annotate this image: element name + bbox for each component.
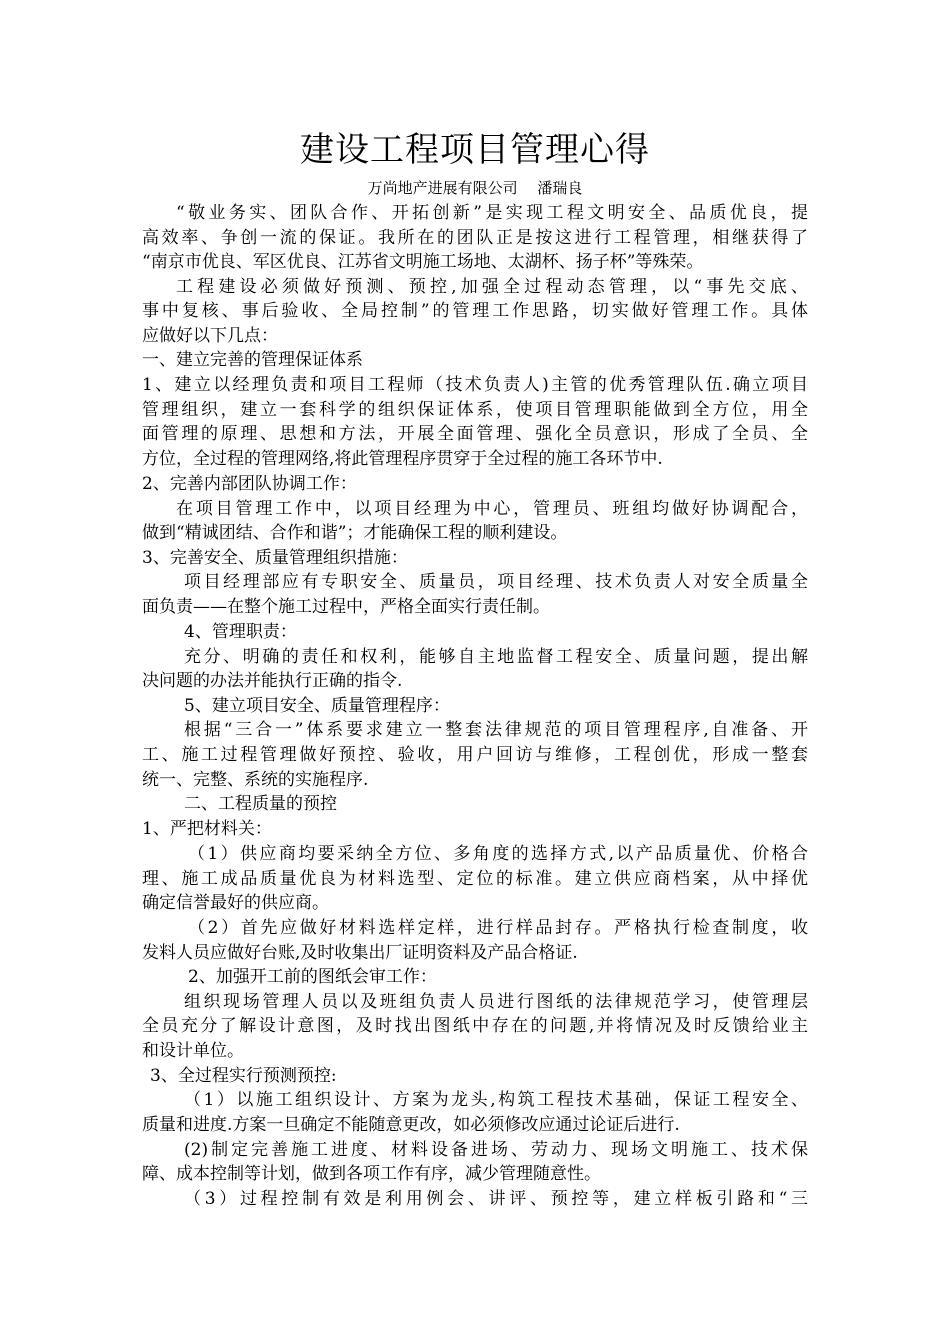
paragraph-line: 事中复核、事后验收、全局控制”的管理工作思路，切实做好管理工作。具体 xyxy=(142,301,808,321)
paragraph-line: “敬业务实、团队合作、开拓创新”是实现工程文明安全、品质优良，提 xyxy=(176,203,808,223)
paragraph-line: （1）以施工组织设计、方案为龙头,构筑工程技术基础，保证工程安全、 xyxy=(184,1090,808,1110)
paragraph-line: 1、建立以经理负责和项目工程师（技术负责人)主管的优秀管理队伍.确立项目 xyxy=(142,375,808,395)
paragraph-line: 全员充分了解设计意图，及时找出图纸中存在的问题,并将情况及时反馈给业主 xyxy=(142,1016,808,1036)
paragraph-line: （1）供应商均要采纳全方位、多角度的选择方式,以产品质量优、价格合 xyxy=(188,844,808,864)
paragraph-line: 决问题的办法并能执行正确的指令. xyxy=(142,671,403,691)
section-heading: 一、建立完善的管理保证体系 xyxy=(142,350,363,370)
paragraph-line: （3）过程控制有效是利用例会、讲评、预控等，建立样板引路和“三 xyxy=(184,1189,808,1209)
paragraph-line: 面负责——在整个施工过程中，严格全面实行责任制。 xyxy=(142,597,550,617)
subsection-heading: 3、完善安全、质量管理组织措施： xyxy=(142,548,408,568)
paragraph-line: 方位，全过程的管理网络,将此管理程序贯穿于全过程的施工各环节中. xyxy=(142,449,663,469)
subsection-heading: 5、建立项目安全、质量管理程序： xyxy=(184,696,450,716)
paragraph-line: 项目经理部应有专职安全、质量员，项目经理、技术负责人对安全质量全 xyxy=(184,572,808,592)
paragraph-line: 面管理的原理、思想和方法，开展全面管理、强化全员意识，形成了全员、全 xyxy=(142,424,808,444)
document-author: 万尚地产进展有限公司 潘瑞良 xyxy=(367,179,583,197)
paragraph-line: 做到“精诚团结、合作和谐”；才能确保工程的顺利建设。 xyxy=(142,523,568,543)
subsection-heading: 1、严把材料关： xyxy=(142,819,272,839)
document-title: 建设工程项目管理心得 xyxy=(300,130,650,170)
paragraph-line: 充分、明确的责任和权利，能够自主地监督工程安全、质量问题，提出解 xyxy=(184,647,808,667)
paragraph-line: 组织现场管理人员以及班组负责人员进行图纸的法律规范学习，使管理层 xyxy=(184,992,808,1012)
paragraph-line: 确定信誉最好的供应商。 xyxy=(142,893,329,913)
paragraph-line: 工程建设必须做好预测、预控,加强全过程动态管理，以“事先交底、 xyxy=(176,277,808,297)
section-heading: 二、工程质量的预控 xyxy=(184,794,337,814)
subsection-heading: 2、加强开工前的图纸会审工作： xyxy=(188,967,437,987)
paragraph-line: 统一、完整、系统的实施程序. xyxy=(142,770,369,790)
paragraph-line: 工、施工过程管理做好预控、验收，用户回访与维修，工程创优，形成一整套 xyxy=(142,745,808,765)
paragraph-line: “南京市优良、军区优良、江苏省文明施工场地、太湖杯、扬子杯”等殊荣。 xyxy=(142,252,704,272)
subsection-heading: 3、全过程实行预测预控: xyxy=(150,1066,337,1086)
paragraph-line: （2）首先应做好材料选样定样，进行样品封存。严格执行检查制度，收 xyxy=(188,918,808,938)
paragraph-line: 管理组织，建立一套科学的组织保证体系，使项目管理职能做到全方位，用全 xyxy=(142,400,808,420)
paragraph-line: 和设计单位。 xyxy=(142,1041,244,1061)
paragraph-line: 高效率、争创一流的保证。我所在的团队正是按这进行工程管理，相继获得了 xyxy=(142,228,808,248)
paragraph-line: 发料人员应做好台账,及时收集出厂证明资料及产品合格证. xyxy=(142,943,578,963)
paragraph-line: 理、施工成品质量优良为材料选型、定位的标准。建立供应商档案，从中择优 xyxy=(142,869,808,889)
paragraph-line: 障、成本控制等计划，做到各项工作有序，减少管理随意性。 xyxy=(142,1164,601,1184)
paragraph-line: 质量和进度.方案一旦确定不能随意更改，如必须修改应通过论证后进行. xyxy=(142,1115,680,1135)
subsection-heading: 4、管理职责： xyxy=(184,622,297,642)
paragraph-line: (2)制定完善施工进度、材料设备进场、劳动力、现场文明施工、技术保 xyxy=(184,1140,808,1160)
paragraph-line: 应做好以下几点： xyxy=(142,326,278,346)
paragraph-line: 在项目管理工作中，以项目经理为中心，管理员、班组均做好协调配合， xyxy=(176,499,808,519)
paragraph-line: 根据“三合一”体系要求建立一整套法律规范的项目管理程序,自准备、开 xyxy=(184,720,808,740)
subsection-heading: 2、完善内部团队协调工作： xyxy=(142,474,357,494)
